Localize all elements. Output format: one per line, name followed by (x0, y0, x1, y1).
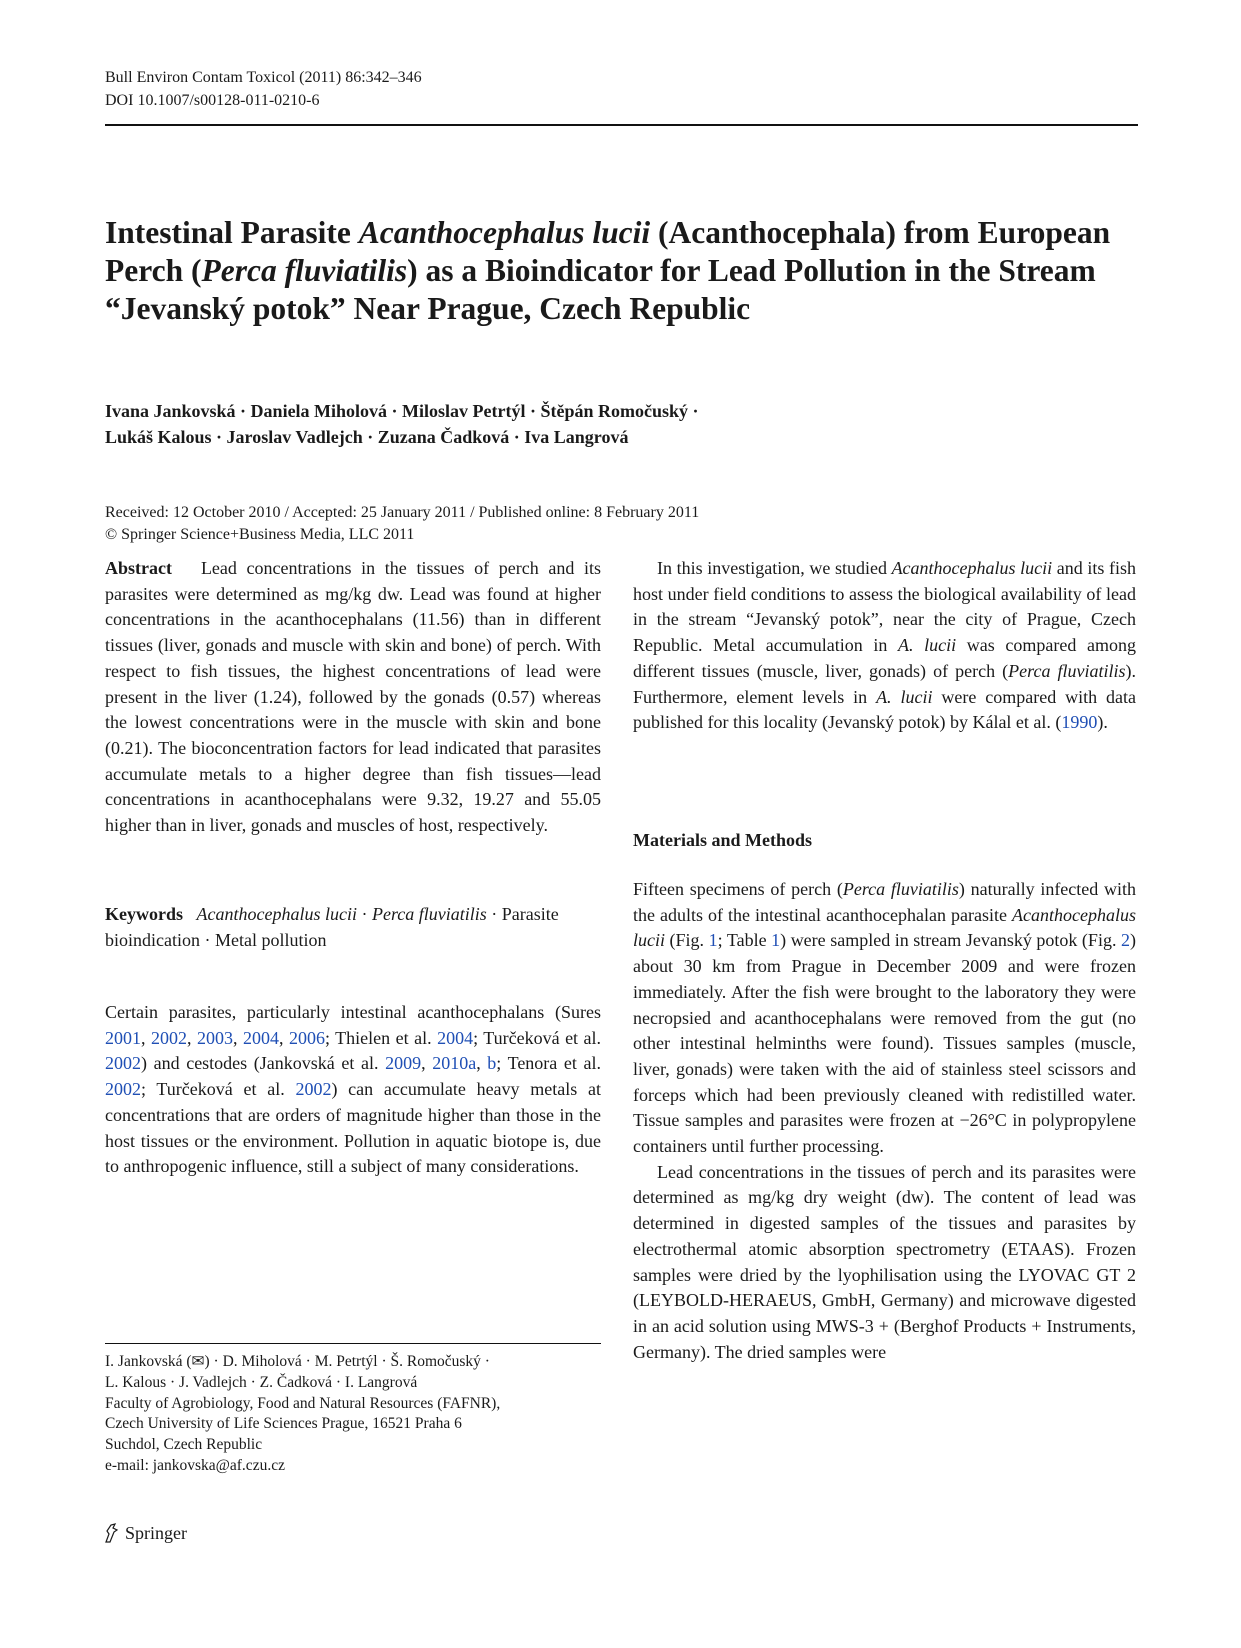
ref-link[interactable]: 2002 (151, 1027, 187, 1048)
methods-text: Fifteen specimens of perch (Perca fluviatilis) naturally infected with the adults of the intestinal acanthocephalan parasite Acanthocephalus lucii (Fig. 1; Table 1) were sampled in stream Jevanský potok (Fig. 2) about 30 km from Prague in December 2009 and were frozen immediately. After the fish were brought to the laboratory they were necropsied and acanthocephalans were removed from the gut (no other intestinal helminths were found). Tissues samples (muscle, liver, gonads) were taken with the aid of stainless steel scissors and forceps which had been previously cleaned with redistilled water. Tissue samples and parasites were frozen at −26°C in polypropylene containers until further processing. Lead concentrations in the tissues of perch and its parasites were determined as mg/kg dry weight (dw). The content of lead was determined in digested samples of the tissues and parasites by electrothermal atomic absorption spectrometry (ETAAS). Frozen samples were dried by the lyophilisation using the LYOVAC GT 2 (LEYBOLD-HERAEUS, GmbH, Germany) and microwave digested in an acid solution using MWS-3 + (Berghof Products + Instruments, Germany). The dried samples were (633, 877, 1136, 1365)
ref-link[interactable]: 2003 (197, 1027, 233, 1048)
springer-logo (103, 1522, 187, 1544)
ref-link[interactable]: 2006 (289, 1027, 325, 1048)
ref-link[interactable]: 2009 (385, 1053, 422, 1074)
doi: DOI 10.1007/s00128-011-0210-6 (105, 92, 320, 109)
publisher-name: Springer (125, 1522, 187, 1543)
ref-link[interactable]: 1990 (1061, 712, 1098, 733)
author-list (105, 398, 1135, 450)
table-link[interactable]: 1 (771, 930, 781, 951)
ref-link[interactable]: 2002 (295, 1079, 332, 1100)
ref-link[interactable]: 2002 (105, 1079, 141, 1100)
section-heading: Materials and Methods (633, 830, 812, 850)
journal-header (105, 66, 422, 112)
methods-paragraph-2: Lead concentrations in the tissues of perch and its parasites were determined as mg/kg dry weight (dw). The content of lead was determined in digested samples of the tissues and parasites by electrothermal atomic absorption spectrometry (ETAAS). Frozen samples were dried by the lyophilisation using the LYOVAC GT 2 (LEYBOLD-HERAEUS, GmbH, Germany) and microwave digested in an acid solution using MWS-3 + (Berghof Products + Instruments, Germany). The dried samples were (633, 1161, 1136, 1362)
ref-link[interactable]: 2010a (432, 1053, 477, 1074)
journal-citation: Bull Environ Contam Toxicol (2011) 86:342–346 (105, 69, 422, 86)
copyright: © Springer Science+Business Media, LLC 2011 (105, 526, 415, 543)
ref-link[interactable]: b (487, 1053, 497, 1074)
abstract-label: Abstract (105, 558, 172, 578)
springer-horse-icon (103, 1522, 121, 1544)
abstract (105, 556, 601, 839)
figure-link[interactable]: 2 (1121, 930, 1130, 951)
introduction: Certain parasites, particularly intestinal acanthocephalans (Sures 2001, 2002, 2003, 2004, 2006; Thielen et al. 2004; Turčeková et al. 2002) and cestodes (Jankovská et al. 2009, 2010a, b; Tenora et al. 2002; Turčeková et al. 2002) can accumulate heavy metals at concentrations that are orders of magnitude higher than those in the host tissues or the environment. Pollution in aquatic biotope is, due to anthropogenic influence, still a subject of many considerations. (105, 1002, 602, 1177)
keywords: Keywords Acanthocephalus lucii · Perca fluviatilis · Parasite bioindication · Metal pollution (105, 904, 559, 950)
header-rule (105, 124, 1138, 126)
footnote-rule (105, 1343, 601, 1344)
publication-dates (105, 502, 699, 546)
abstract-text: Lead concentrations in the tissues of perch and its parasites were determined as mg/kg dw. Lead was found at higher concentrations in the acanthocephalans (11.56) than in different tissues (liver, gonads and muscle with skin and bone) of perch. With respect to fish tissues, the highest concentrations of lead were present in the liver (1.24), followed by the gonads (0.57) whereas the lowest concentrations were in the muscle with skin and bone (0.21). The bioconcentration factors for lead indicated that parasites accumulate metals to a higher degree than fish tissues—lead concentrations in acanthocephalans were 9.32, 19.27 and 55.05 higher than in liver, gonads and muscles of host, respectively. (105, 558, 602, 836)
email-link[interactable]: e-mail: jankovska@af.czu.cz (105, 1456, 285, 1474)
author-line-1: Ivana Jankovská · Daniela Miholová · Miloslav Petrtýl · Štěpán Romočuský · (105, 401, 699, 421)
ref-link[interactable]: 2002 (105, 1053, 141, 1074)
ref-link[interactable]: 2001 (105, 1027, 141, 1048)
affiliation-footnote: I. Jankovská (✉) · D. Miholová · M. Petrtýl · Š. Romočuský · L. Kalous · J. Vadlejch · Z. Čadková · I. Langrová Faculty of Agrobiology, Food and Natural Resources (FAFNR), Czech University of Life Sciences Prague, 16521 Praha 6 Suchdol, Czech Republic e-mail: jankovska@af.czu.cz (105, 1352, 601, 1477)
received-dates: Received: 12 October 2010 / Accepted: 25 January 2011 / Published online: 8 February 2011 (105, 504, 700, 521)
ref-link[interactable]: 2004 (243, 1027, 279, 1048)
ref-link[interactable]: 2004 (437, 1027, 474, 1048)
keywords-label: Keywords (105, 904, 183, 924)
article-title: Intestinal Parasite Acanthocephalus lucii (Acanthocephala) from European Perch (Perca fluviatilis) as a Bioindicator for Lead Pollution in the Stream “Jevanský potok” Near Prague, Czech Republic (105, 215, 1111, 326)
figure-link[interactable]: 1 (708, 930, 718, 951)
investigation-paragraph: In this investigation, we studied Acanthocephalus lucii and its fish host under field conditions to assess the biological availability of lead in the stream “Jevanský potok”, near the city of Prague, Czech Republic. Metal accumulation in A. lucii was compared among different tissues (muscle, liver, gonads) of perch (Perca fluviatilis). Furthermore, element levels in A. lucii were compared with data published for this locality (Jevanský potok) by Kálal et al. (1990). (633, 558, 1137, 733)
author-line-2: Lukáš Kalous · Jaroslav Vadlejch · Zuzana Čadková · Iva Langrová (105, 427, 629, 447)
